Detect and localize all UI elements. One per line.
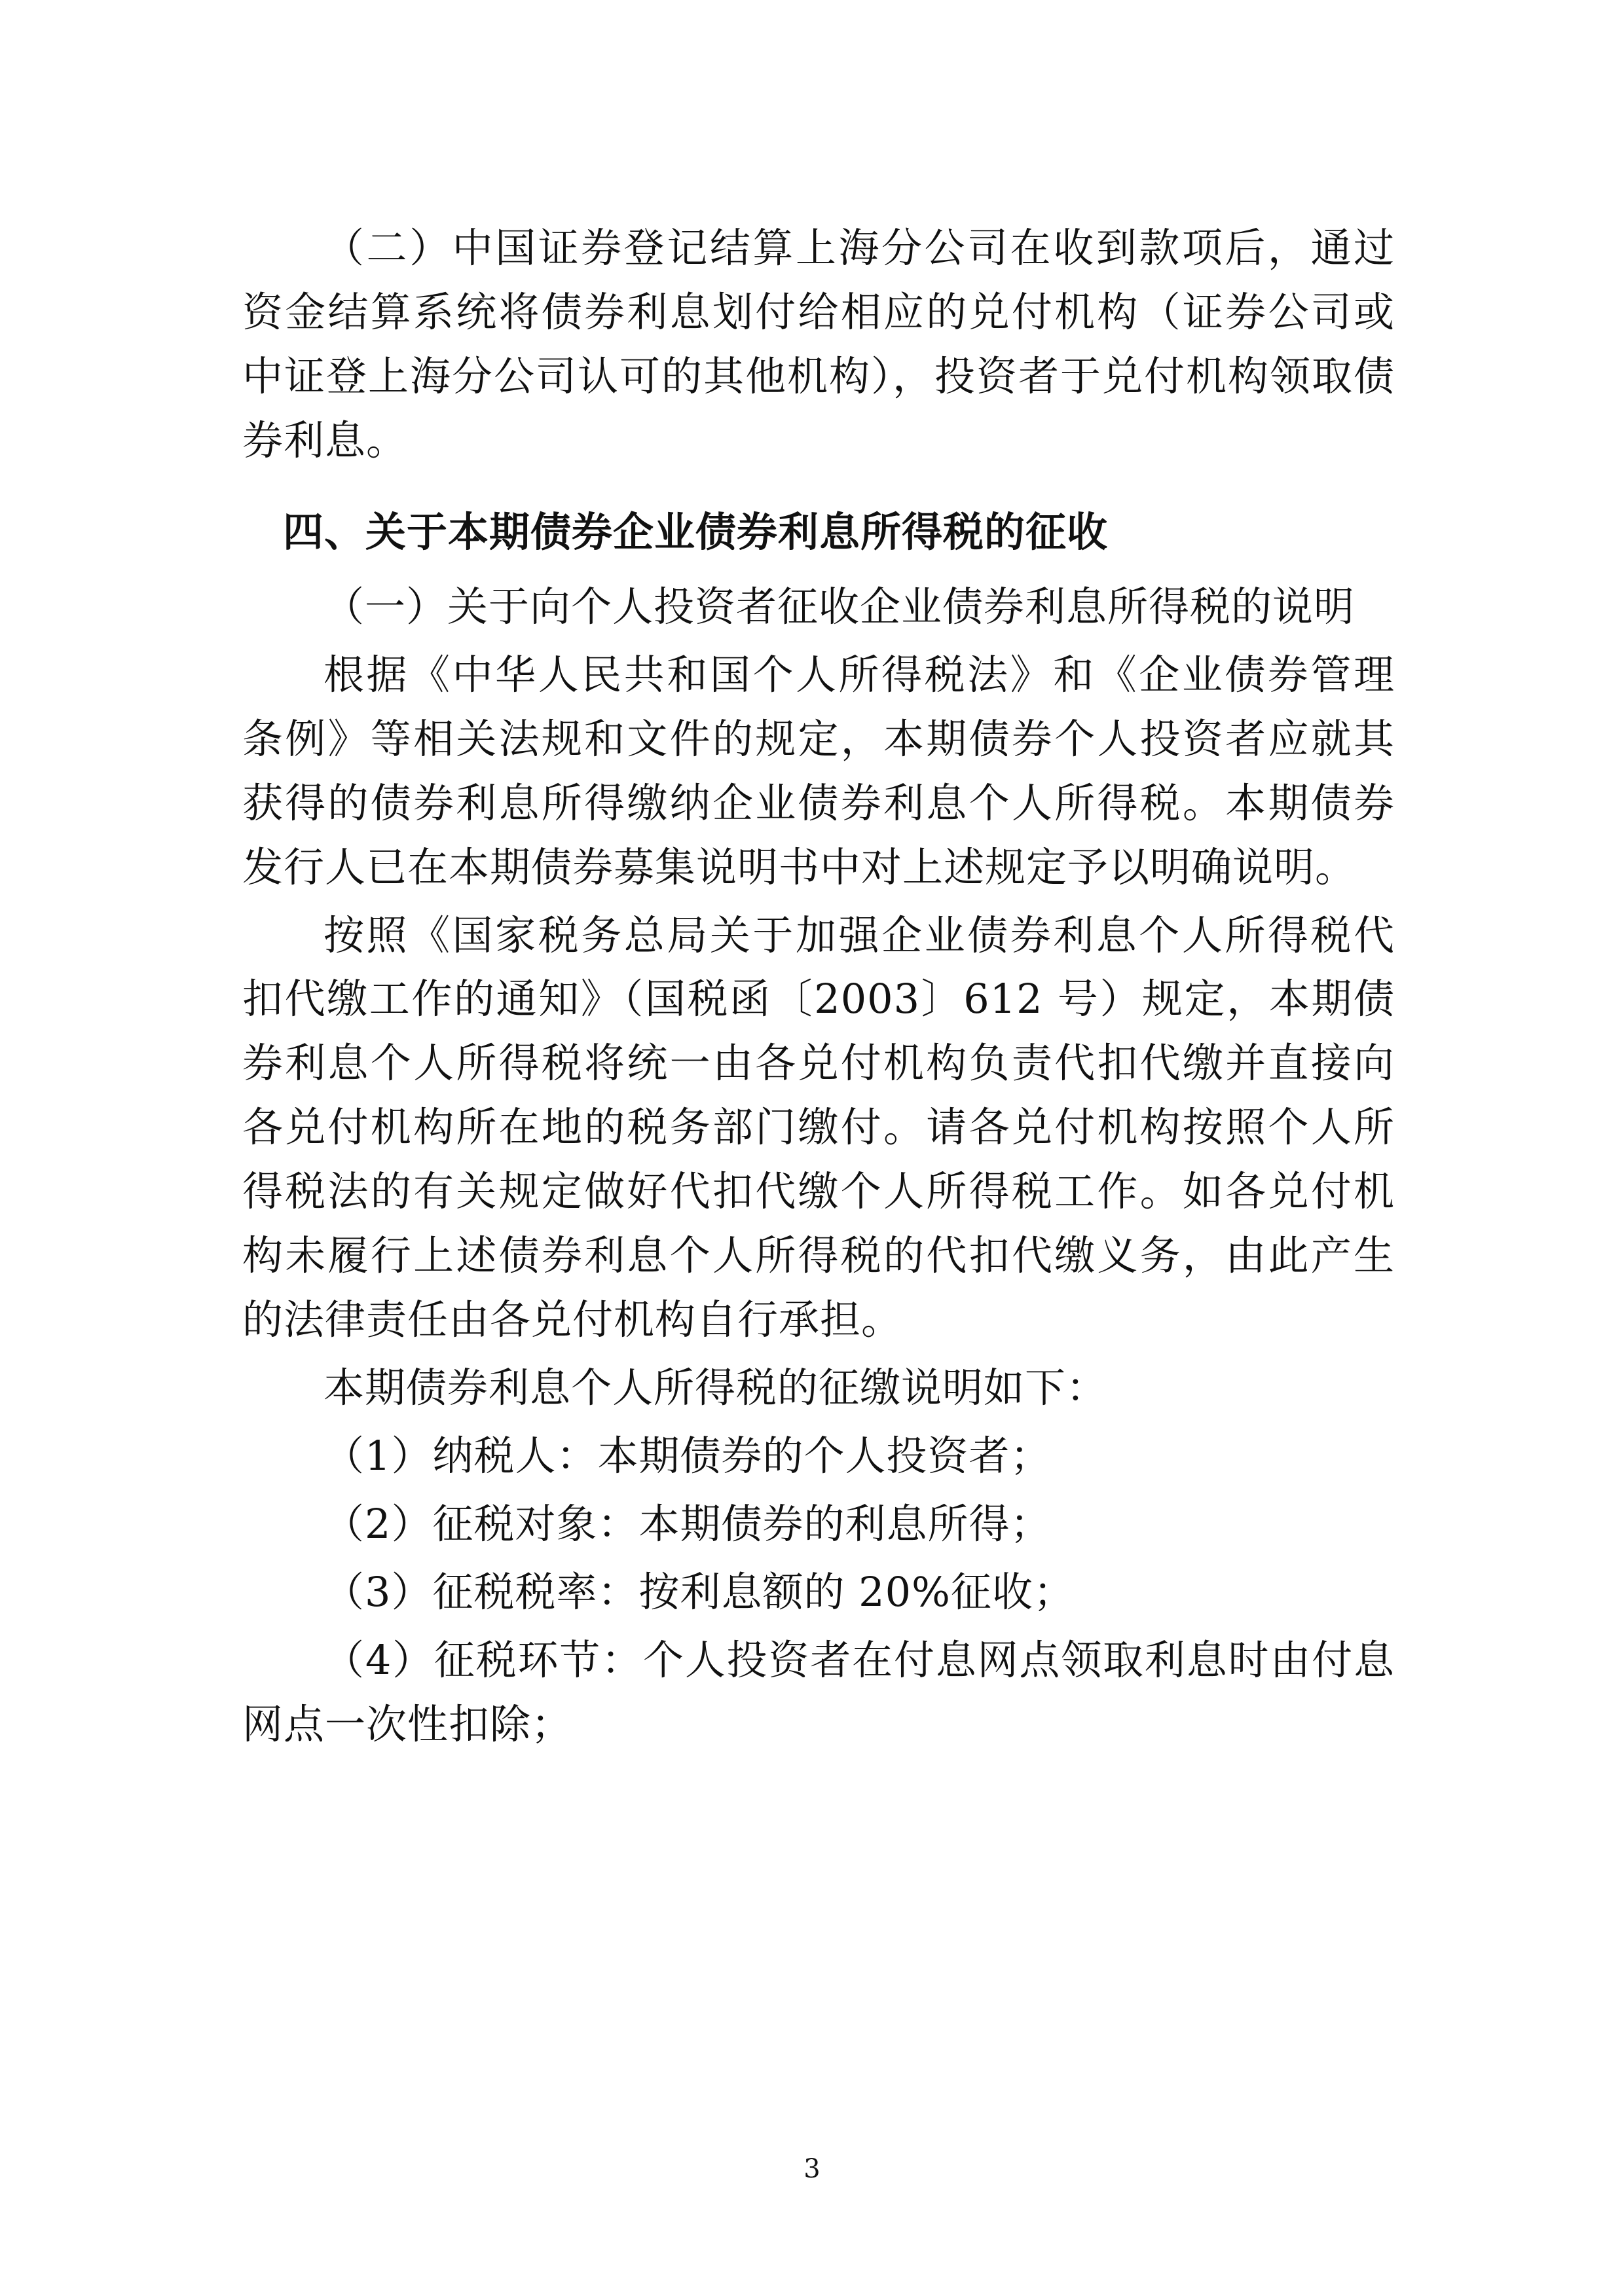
section-heading-four: 四、关于本期债券企业债券利息所得税的征收 [283,507,1109,556]
paragraph-subsection-one: （一）关于向个人投资者征收企业债券利息所得税的说明 [323,582,1356,630]
list-item-tax-stage: （4）征税环节：个人投资者在付息网点领取利息时由付息网点一次性扣除； [242,1636,1395,1748]
paragraph-legal-basis: 根据《中华人民共和国个人所得税法》和《企业债券管理条例》等相关法规和文件的规定，本期债券个人投资者应就其获得的债券利息所得缴纳企业债券利息个人所得税。本期债券发行人已在本期债券募集说明书中对上述规定予以明确说明。 [242,650,1395,891]
paragraph-tax-collection-intro: 本期债券利息个人所得税的征缴说明如下： [323,1364,1108,1412]
list-item-taxpayer: （1）纳税人：本期债券的个人投资者； [323,1432,1052,1480]
paragraph-clearing-payment: （二）中国证券登记结算上海分公司在收到款项后，通过资金结算系统将债券利息划付给相应的兑付机构（证券公司或中证登上海分公司认可的其他机构），投资者于兑付机构领取债券利息。 [242,224,1395,464]
list-item-tax-rate: （3）征税税率：按利息额的 20%征收； [323,1568,1075,1616]
paragraph-withholding-notice: 按照《国家税务总局关于加强企业债券利息个人所得税代扣代缴工作的通知》（国税函〔2003〕612 号）规定，本期债券利息个人所得税将统一由各兑付机构负责代扣代缴并直接向各兑付机构所在地的税务部门缴付。请各兑付机构按照个人所得税法的有关规定做好代扣代缴个人所得税工作。如各兑付机构未履行上述债券利息个人所得税的代扣代缴义务，由此产生的法律责任由各兑付机构自行承担。 [242,911,1395,1344]
document-body [242,216,1395,1760]
spacer [242,477,1395,483]
list-item-tax-object: （2）征税对象：本期债券的利息所得； [323,1500,1052,1548]
page-number: 3 [803,2154,821,2184]
